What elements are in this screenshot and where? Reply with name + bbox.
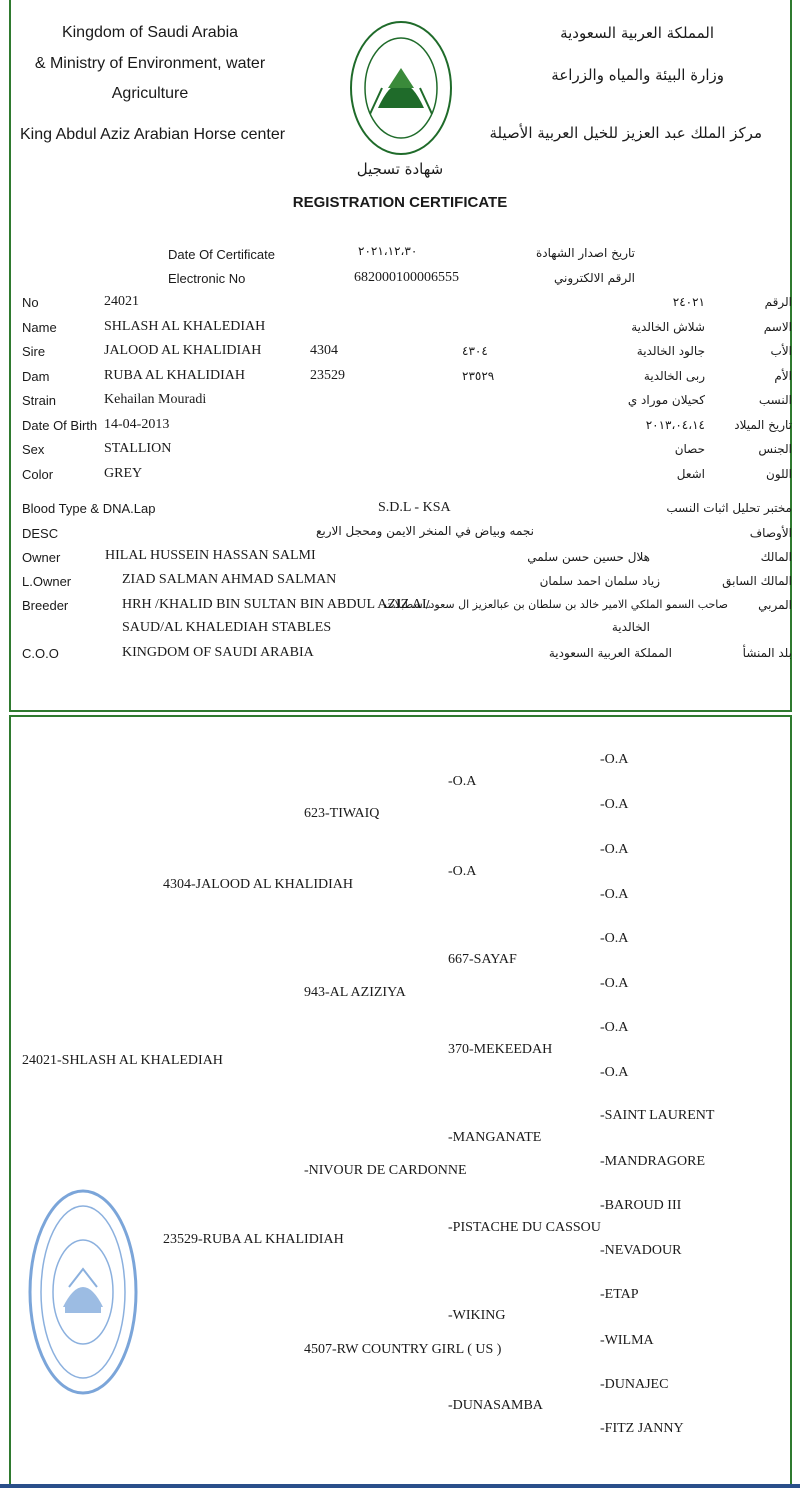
pedigree-gen4-entry: -SAINT LAURENT [600, 1108, 715, 1123]
lowner-label-ar: المالك السابق [722, 574, 792, 588]
field-value-ar: ٢٤٠٢١ [672, 295, 705, 309]
breeder-label: Breeder [22, 598, 69, 613]
pedigree-gen2-entry: -NIVOUR DE CARDONNE [304, 1163, 467, 1178]
pedigree-gen4-entry: -O.A [600, 931, 629, 946]
pedigree-gen4-entry: -NEVADOUR [600, 1243, 682, 1258]
pedigree-gen4-entry: -O.A [600, 752, 629, 767]
field-number-ar: ٤٣٠٤ [462, 344, 488, 358]
field-number-ar: ٢٣٥٢٩ [462, 369, 495, 383]
pedigree-gen4-entry: -WILMA [600, 1333, 654, 1348]
pedigree-gen4-entry: -ETAP [600, 1287, 639, 1302]
breeder-value-line1: HRH /KHALID BIN SULTAN BIN ABDUL AZIZ AL [122, 597, 431, 612]
lowner-label: L.Owner [22, 574, 72, 589]
coo-value: KINGDOM OF SAUDI ARABIA [122, 645, 314, 660]
date-of-certificate-label: Date Of Certificate [168, 247, 275, 262]
owner-label-ar: المالك [760, 550, 792, 564]
field-value: STALLION [104, 441, 172, 456]
electronic-no-value: 682000100006555 [354, 270, 459, 285]
coo-value-ar: المملكة العربية السعودية [548, 646, 672, 660]
lowner-value-ar: زياد سلمان احمد سلمان [539, 574, 660, 588]
header-ar-line1: المملكة العربية السعودية [560, 24, 714, 42]
date-of-certificate-label-ar: تاريخ اصدار الشهادة [536, 246, 635, 260]
field-value-ar: ربى الخالدية [643, 369, 705, 383]
field-value: 24021 [104, 294, 139, 309]
header-ar-line3: مركز الملك عبد العزيز للخيل العربية الأصيلة [489, 124, 762, 142]
desc-value-ar: نجمه وبياض في المنخر الايمن ومحجل الاربع [315, 524, 534, 538]
date-of-certificate-value: ٢٠٢١،١٢،٣٠ [358, 244, 418, 258]
breeder-value-ar-line1: صاحب السمو الملكي الامير خالد بن سلطان بن عبالعزيز ال سعود/اسطبلات [384, 598, 728, 611]
pedigree-gen3-entry: -O.A [448, 864, 477, 879]
field-value: GREY [104, 466, 143, 481]
field-label: Name [22, 320, 57, 335]
pedigree-gen2-entry: 943-AL AZIZIYA [304, 985, 406, 1000]
title-ar: شهادة تسجيل [356, 160, 444, 178]
pedigree-gen4-entry: -O.A [600, 842, 629, 857]
lowner-value: ZIAD SALMAN AHMAD SALMAN [122, 572, 337, 587]
pedigree-gen2-entry: 4507-RW COUNTRY GIRL ( US ) [304, 1342, 502, 1357]
field-label: Sire [22, 344, 46, 359]
field-label-ar: الأم [774, 369, 792, 383]
pedigree-gen4-entry: -BAROUD III [600, 1198, 682, 1213]
field-value-ar: ٢٠١٣،٠٤،١٤ [645, 418, 705, 432]
official-stamp-icon [27, 1187, 139, 1397]
field-value: 14-04-2013 [104, 417, 170, 432]
field-value-ar: كحيلان موراد ي [627, 393, 705, 407]
field-value: JALOOD AL KHALIDIAH [104, 343, 262, 358]
owner-value: HILAL HUSSEIN HASSAN SALMI [105, 548, 316, 563]
pedigree-gen3-entry: -MANGANATE [448, 1130, 542, 1145]
coo-label-ar: بلد المنشأ [742, 646, 792, 660]
field-label-ar: النسب [758, 393, 792, 407]
header-ar-line2: وزارة البيئة والمياه والزراعة [551, 66, 724, 84]
pedigree-horse: 24021-SHLASH AL KHALEDIAH [22, 1053, 223, 1068]
field-label: Strain [22, 393, 56, 408]
field-value: RUBA AL KHALIDIAH [104, 368, 246, 383]
electronic-no-label: Electronic No [168, 271, 246, 286]
owner-value-ar: هلال حسين حسن سلمي [527, 550, 650, 564]
field-label-ar: اللون [766, 467, 792, 481]
field-label: Dam [22, 369, 50, 384]
owner-label: Owner [22, 550, 61, 565]
pedigree-gen4-entry: -FITZ JANNY [600, 1421, 684, 1436]
header-en-line1: Kingdom of Saudi Arabia [61, 24, 239, 41]
pedigree-gen4-entry: -O.A [600, 976, 629, 991]
header-en-line4: King Abdul Aziz Arabian Horse center [20, 126, 286, 143]
bottom-bar [0, 1484, 800, 1488]
breeder-value-line2: SAUD/AL KHALEDIAH STABLES [122, 620, 332, 635]
field-label: Sex [22, 442, 45, 457]
pedigree-gen4-entry: -DUNAJEC [600, 1377, 669, 1392]
pedigree-gen4-entry: -O.A [600, 1065, 629, 1080]
kingdom-emblem-icon [348, 18, 454, 158]
pedigree-gen4-entry: -O.A [600, 887, 629, 902]
pedigree-sire: 4304-JALOOD AL KHALIDIAH [163, 877, 354, 892]
pedigree-gen3-entry: 370-MEKEEDAH [448, 1042, 553, 1057]
field-label-ar: الجنس [758, 442, 792, 456]
field-label-ar: الرقم [764, 295, 792, 309]
electronic-no-label-ar: الرقم الالكتروني [554, 271, 635, 285]
desc-label-ar: الأوصاف [749, 526, 792, 540]
pedigree-gen3-entry: -WIKING [448, 1308, 506, 1323]
pedigree-gen3-entry: -DUNASAMBA [448, 1398, 543, 1413]
coo-label: C.O.O [22, 646, 59, 661]
field-label-ar: تاريخ الميلاد [734, 418, 792, 432]
field-number: 4304 [310, 343, 338, 358]
field-value: SHLASH AL KHALEDIAH [104, 319, 266, 334]
field-number: 23529 [310, 368, 345, 383]
field-label-ar: الاسم [763, 320, 792, 334]
field-value-ar: اشعل [676, 467, 705, 481]
breeder-label-ar: المربي [758, 598, 792, 612]
pedigree-gen4-entry: -O.A [600, 1020, 629, 1035]
pedigree-gen4-entry: -MANDRAGORE [600, 1154, 705, 1169]
header-en-line3: Agriculture [111, 85, 189, 102]
blood-type-label: Blood Type & DNA.Lap [22, 501, 156, 516]
field-label: Date Of Birth [22, 418, 98, 433]
pedigree-gen3-entry: 667-SAYAF [448, 952, 517, 967]
field-value-ar: جالود الخالدية [636, 344, 705, 358]
breeder-value-ar-line2: الخالدية [611, 620, 650, 634]
blood-type-label-ar: مختبر تحليل اثبات النسب [666, 501, 792, 515]
pedigree-gen3-entry: -O.A [448, 774, 477, 789]
certificate-title: REGISTRATION CERTIFICATE [292, 194, 508, 211]
field-value-ar: شلاش الخالدية [631, 320, 705, 334]
field-label: No [22, 295, 39, 310]
pedigree-gen4-entry: -O.A [600, 797, 629, 812]
field-value-ar: حصان [674, 442, 705, 456]
header-en-line2: & Ministry of Environment, water [34, 55, 266, 72]
blood-type-value: S.D.L - KSA [378, 500, 451, 515]
desc-label: DESC [22, 526, 59, 541]
pedigree-dam: 23529-RUBA AL KHALIDIAH [163, 1232, 344, 1247]
field-label: Color [22, 467, 54, 482]
field-value: Kehailan Mouradi [104, 392, 207, 407]
pedigree-gen2-entry: 623-TIWAIQ [304, 806, 380, 821]
field-label-ar: الأب [770, 344, 792, 358]
pedigree-gen3-entry: -PISTACHE DU CASSOU [448, 1220, 601, 1235]
